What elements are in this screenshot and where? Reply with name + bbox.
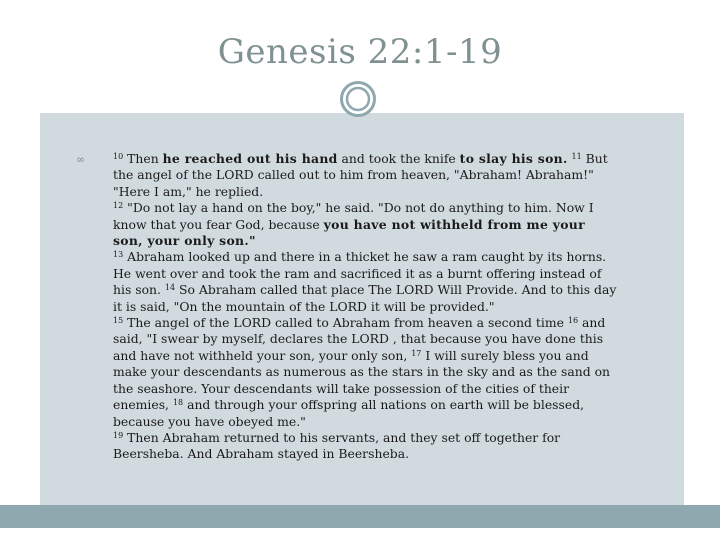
text-line (113, 217, 688, 233)
text-line (113, 348, 688, 364)
text-segment: the seashore. Your descendants will take possession of the cities of their (113, 380, 570, 396)
text-line (113, 364, 688, 380)
verse-number: 10 (113, 152, 124, 161)
text-line (113, 151, 688, 167)
text-segment: his son. (113, 282, 165, 298)
verse-number: 11 (571, 152, 582, 161)
text-segment: "Do not lay a hand on the boy," he said. "Do not do anything to him. Now I (123, 200, 594, 216)
text-line (113, 397, 688, 413)
text-segment: and through your offspring all nations on earth will be blessed, (183, 397, 585, 413)
text-segment: So Abraham called that place The LORD Will Provide. And to this day (175, 282, 617, 298)
verse-number: 13 (113, 250, 124, 260)
text-segment: Beersheba. And Abraham stayed in Beersheba. (113, 446, 410, 462)
text-segment: and have not withheld your son, your only son, (113, 347, 412, 363)
text-line (113, 315, 688, 331)
verse-number: 17 (411, 348, 422, 358)
text-segment: Then Abraham returned to his servants, and they set off together for (123, 429, 561, 445)
text-line (113, 331, 688, 347)
text-line (113, 430, 688, 446)
text-segment: know that you fear God, because (113, 216, 324, 232)
text-segment: enemies, (113, 397, 173, 413)
text-line (113, 200, 688, 216)
emphasis-text: you have not withheld from me your (323, 216, 585, 232)
emphasis-text: to slay his son. (459, 151, 568, 166)
text-segment: I will surely bless you and (421, 347, 589, 363)
verse-number: 14 (164, 283, 176, 293)
text-line (113, 299, 688, 315)
text-line (113, 184, 688, 200)
text-line (113, 414, 688, 430)
text-segment: it is said, "On the mountain of the LORD it will be provided." (113, 298, 495, 314)
text-segment: make your descendants as numerous as the stars in the sky and as the sand on (113, 364, 611, 380)
text-line (113, 282, 688, 298)
text-segment: the angel of the LORD called out to him from heaven, "Abraham! Abraham!" (113, 167, 594, 183)
bullet-icon: ∞ (76, 153, 86, 166)
verse-number: 16 (567, 316, 579, 326)
verse-number: 18 (172, 398, 184, 408)
emphasis-text: son, your only son." (113, 233, 256, 249)
emphasis-text: he reached out his hand (162, 151, 338, 166)
verse-number: 15 (113, 316, 124, 326)
bottom-bar (0, 505, 720, 528)
text-segment: But (581, 151, 608, 166)
text-segment: Then (123, 151, 163, 166)
text-line (113, 167, 688, 183)
scripture-text (113, 151, 688, 463)
text-line (113, 446, 688, 462)
text-segment: said, "I swear by myself, declares the LORD , that because you have done this (113, 331, 604, 347)
text-segment: because you have obeyed me." (113, 413, 306, 429)
text-segment: The angel of the LORD called to Abraham from heaven a second time (123, 315, 568, 331)
text-segment: "Here I am," he replied. (113, 183, 264, 199)
text-line (113, 266, 688, 282)
text-segment: Abraham looked up and there in a thicket he saw a ram caught by its horns. (123, 249, 607, 265)
text-line (113, 249, 688, 265)
verse-number: 12 (113, 201, 124, 211)
slide-title: Genesis 22:1-19 (217, 32, 503, 72)
text-segment: He went over and took the ram and sacrificed it as a burnt offering instead of (113, 265, 602, 281)
text-segment: and (578, 315, 606, 331)
text-line (113, 233, 688, 249)
verse-number: 19 (113, 430, 124, 440)
text-segment: and took the knife (337, 151, 460, 166)
circle-ring-icon (340, 81, 376, 117)
text-line (113, 381, 688, 397)
